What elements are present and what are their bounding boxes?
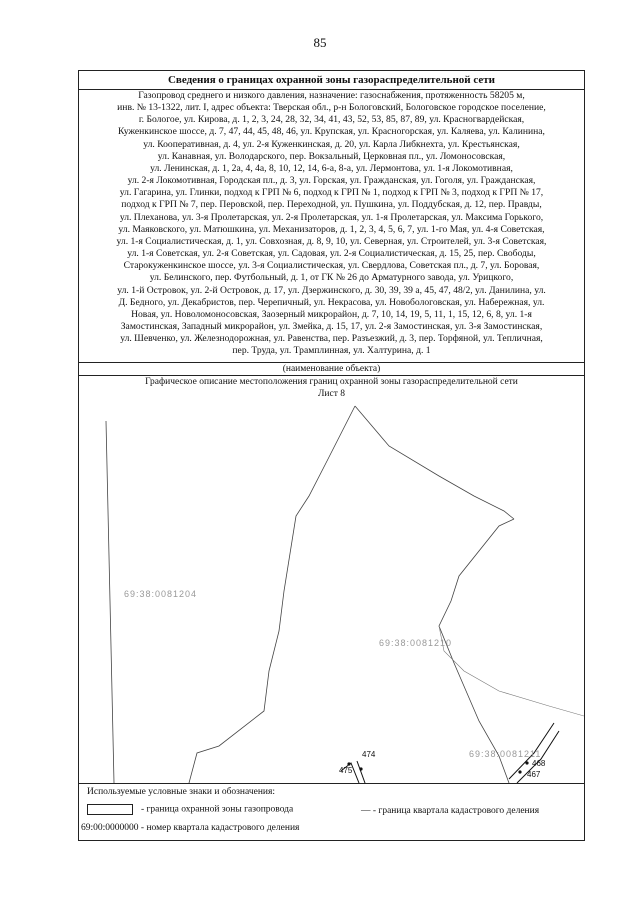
- vertex-468: [525, 761, 528, 764]
- description-line: Куженкинское шоссе, д. 7, 47, 44, 45, 48, 46, ул. Крупская, ул. Красногорская, ул. Каляева, ул. Калинина,: [118, 126, 545, 138]
- quarter-boundary-diagonal: [439, 626, 584, 716]
- description-line: ул. Ленинская, д. 1, 2а, 4, 4а, 8, 10, 12, 14, 6-а, 8-а, ул. Лермонтова, ул. 1-я Локомотивная,: [150, 162, 513, 174]
- point-label: 474: [362, 750, 376, 759]
- legend-number-row: [81, 823, 299, 833]
- description-line: пер. Труда, ул. Трамплинная, ул. Халтурина, д. 1: [232, 345, 431, 357]
- legend-zone-label: - граница охранной зоны газопровода: [141, 804, 294, 815]
- description-line: ул. Маяковского, ул. Матюшкина, ул. Механизаторов, д. 1, 2, 3, 4, 5, 6, 7, ул. 1-го Мая, ул. 4-я Советская,: [118, 223, 545, 235]
- description-line: Старокуженкинское шоссе, ул. 3-я Социалистическая, ул. Свердлова, Советская пл., д. 7, ул. Боровая,: [123, 260, 540, 272]
- page-number: 85: [313, 35, 327, 50]
- description-line: ул. 1-я Социалистическая, д. 1, ул. Совхозная, д. 8, 9, 10, ул. Северная, ул. Строителей, ул. 3-я Советская,: [116, 235, 547, 247]
- cadastral-number: 69:38:0081211: [469, 749, 542, 759]
- description-line: Д. Бедного, ул. Декабристов, пер. Черепичный, ул. Некрасова, ул. Новобологовская, ул. Набережная, ул.: [118, 296, 545, 308]
- description-line: подход к ГРП № 7, пер. Перовской, пер. Переходной, ул. Пушкина, ул. Поддубская, д. 12, пер. Правды,: [121, 199, 542, 211]
- document-frame: [78, 70, 585, 841]
- description-line: Новая, ул. Новоломоносовская, Заозерный микрорайон, д. 7, 10, 14, 19, 5, 11, 1, 15, 12, 6, 8, ул. 1-я: [131, 308, 532, 320]
- cadastral-number: 69:38:0081204: [124, 589, 198, 599]
- quarter-boundary-center: [189, 406, 355, 783]
- description-line: инв. № 13-1322, лит. I, адрес объекта: Тверская обл., р-н Бологовский, Бологовское городское поселение,: [117, 102, 546, 114]
- quarter-boundary-symbol: — -: [361, 806, 377, 816]
- description-line: ул. Гагарина, ул. Глинки, подход к ГРП № 6, подход к ГРП № 1, подход к ГРП № 3, подход к ГРП № 17,: [119, 187, 544, 199]
- object-description: [83, 90, 580, 357]
- map-area: [79, 401, 584, 784]
- quarter-boundary-upper-right: [355, 406, 514, 519]
- legend-number-label: - номер квартала кадастрового деления: [140, 823, 300, 833]
- cadastral-number: 69:38:0081210: [379, 638, 453, 648]
- point-label: 467: [527, 770, 541, 779]
- description-line: ул. Канавная, ул. Володарского, пер. Вокзальный, Церковная пл., ул. Ломоносовская,: [157, 150, 506, 162]
- zone-boundary-swatch: [87, 804, 133, 815]
- legend-quarter-label: граница квартала кадастрового деления: [378, 806, 540, 816]
- description-line: г. Бологое, ул. Кирова, д. 1, 2, 3, 24, 28, 32, 34, 41, 43, 52, 53, 85, 87, 89, ул. Красногвардейская,: [138, 114, 525, 126]
- quarter-boundary-left: [106, 421, 114, 783]
- legend-title: Используемые условные знаки и обозначения:: [87, 787, 276, 797]
- document-title: Сведения о границах охранной зоны газораспределительной сети: [79, 71, 584, 90]
- description-line: ул. Плеханова, ул. 3-я Пролетарская, ул. 2-я Пролетарская, ул. 1-я Пролетарская, ул. Максима Горького,: [119, 211, 544, 223]
- description-line: ул. Шевченко, ул. Железнодорожная, ул. Равенства, пер. Разъезжий, д. 3, пер. Торфяной, ул. Тепличная,: [120, 333, 543, 345]
- object-name-caption: (наименование объекта): [79, 362, 584, 376]
- legend-zone-row: [87, 804, 293, 815]
- vertex-467: [518, 770, 521, 773]
- point-label: 475: [339, 766, 353, 775]
- description-line: Газопровод среднего и низкого давления, назначение: газоснабжения, протяженность 58205 м,: [138, 90, 525, 101]
- description-line: ул. Белинского, пер. Футбольный, д. 1, от ГК № 26 до Арматурного завода, ул. Урицкого,: [149, 272, 514, 284]
- quarter-boundary-right: [439, 519, 514, 783]
- description-line: ул. 1-й Островок, ул. 2-й Островок, д. 17, ул. Дзержинского, д. 30, 39, 39 а, 45, 47, 48/2, ул. Данилина, ул.: [117, 284, 546, 296]
- graphic-description-title: Графическое описание местоположения границ охранной зоны газораспределительной сети: [145, 377, 518, 387]
- boundary-map: [79, 401, 584, 783]
- vertex-475: [359, 767, 362, 770]
- sheet-label: Лист 8: [317, 389, 346, 399]
- description-line: ул. Кооперативная, д. 4, ул. 2-я Куженкинская, д. 20, ул. Карла Либкнехта, ул. Крестьянская,: [143, 138, 520, 150]
- point-label: 468: [532, 759, 546, 768]
- legend-quarter-row: [361, 806, 539, 816]
- cadastral-number-sample: 69:00:0000000: [81, 823, 139, 833]
- description-line: ул. 1-я Советская, ул. 2-я Советская, ул. Садовая, ул. 2-я Социалистическая, д. 15, 25, пер. Свободы,: [127, 248, 536, 260]
- description-line: ул. 2-я Локомотивная, Городская пл., д. 3, ул. Горская, ул. Гражданская, ул. Гоголя, ул. Гражданская,: [127, 175, 536, 187]
- description-line: Замостинская, Западный микрорайон, ул. Змейка, д. 15, 17, ул. 2-я Замостинская, ул. 3-я Замостинская,: [120, 320, 543, 332]
